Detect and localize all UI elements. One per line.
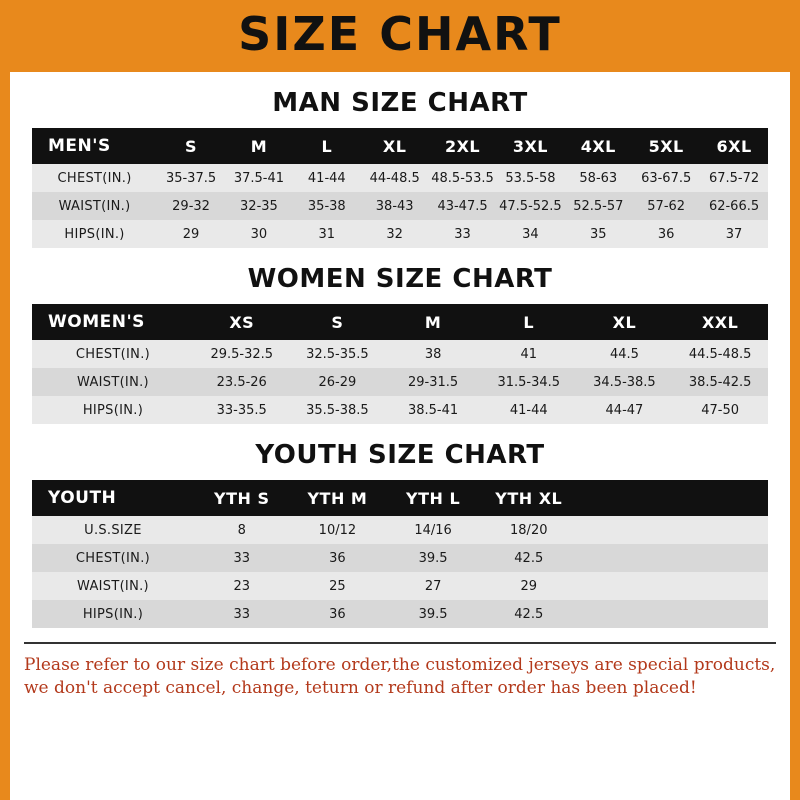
- table-row: [32, 164, 768, 192]
- men-cell-2-5: 34: [496, 220, 564, 248]
- women-cell-2-1: 35.5-38.5: [290, 396, 386, 424]
- men-cell-1-5: 47.5-52.5: [496, 192, 564, 220]
- youth-header-label: YOUTH: [32, 480, 194, 516]
- table-row: [32, 396, 768, 424]
- youth-cell-1-0: 33: [194, 544, 290, 572]
- section-title-youth: YOUTH SIZE CHART: [255, 440, 545, 470]
- men-size-table: [32, 128, 768, 248]
- women-col-2: M: [385, 304, 481, 340]
- women-cell-1-1: 26-29: [290, 368, 386, 396]
- youth-row-0-label: U.S.SIZE: [32, 516, 194, 544]
- men-col-8: 6XL: [700, 128, 768, 164]
- men-cell-2-7: 36: [632, 220, 700, 248]
- men-cell-0-7: 63-67.5: [632, 164, 700, 192]
- youth-col-2: YTH L: [385, 480, 481, 516]
- section-men: [10, 88, 790, 248]
- women-cell-2-5: 47-50: [672, 396, 768, 424]
- women-cell-0-5: 44.5-48.5: [672, 340, 768, 368]
- youth-cell-1-1: 36: [290, 544, 386, 572]
- men-row-0-label: CHEST(IN.): [32, 164, 157, 192]
- page-header-bar: [0, 0, 800, 72]
- youth-cell-0-0: 8: [194, 516, 290, 544]
- men-col-7: 5XL: [632, 128, 700, 164]
- men-cell-2-1: 30: [225, 220, 293, 248]
- youth-cell-2-1: 25: [290, 572, 386, 600]
- men-cell-2-0: 29: [157, 220, 225, 248]
- women-cell-2-0: 33-35.5: [194, 396, 290, 424]
- youth-cell-3-4: [577, 600, 673, 628]
- men-cell-1-0: 29-32: [157, 192, 225, 220]
- women-cell-1-0: 23.5-26: [194, 368, 290, 396]
- men-cell-0-4: 48.5-53.5: [429, 164, 497, 192]
- men-cell-1-7: 57-62: [632, 192, 700, 220]
- section-women: [10, 264, 790, 424]
- women-cell-1-4: 34.5-38.5: [577, 368, 673, 396]
- women-cell-0-3: 41: [481, 340, 577, 368]
- women-col-4: XL: [577, 304, 673, 340]
- men-header-label: MEN'S: [32, 128, 157, 164]
- men-cell-0-0: 35-37.5: [157, 164, 225, 192]
- women-col-3: L: [481, 304, 577, 340]
- men-cell-2-2: 31: [293, 220, 361, 248]
- women-cell-1-5: 38.5-42.5: [672, 368, 768, 396]
- men-cell-0-8: 67.5-72: [700, 164, 768, 192]
- men-cell-1-1: 32-35: [225, 192, 293, 220]
- youth-cell-3-0: 33: [194, 600, 290, 628]
- women-cell-2-4: 44-47: [577, 396, 673, 424]
- section-title-men: MAN SIZE CHART: [272, 88, 528, 118]
- men-col-4: 2XL: [429, 128, 497, 164]
- page-title: SIZE CHART: [238, 7, 562, 61]
- youth-cell-2-2: 27: [385, 572, 481, 600]
- women-cell-0-1: 32.5-35.5: [290, 340, 386, 368]
- table-row: [32, 544, 768, 572]
- youth-cell-0-1: 10/12: [290, 516, 386, 544]
- section-title-women: WOMEN SIZE CHART: [247, 264, 553, 294]
- men-row-1-label: WAIST(IN.): [32, 192, 157, 220]
- youth-cell-2-0: 23: [194, 572, 290, 600]
- men-cell-1-6: 52.5-57: [564, 192, 632, 220]
- youth-cell-0-2: 14/16: [385, 516, 481, 544]
- youth-col-4: [577, 480, 673, 516]
- footer-line-1: Please refer to our size chart before order,the customized jerseys are special products,: [24, 655, 776, 675]
- men-col-0: S: [157, 128, 225, 164]
- men-cell-1-8: 62-66.5: [700, 192, 768, 220]
- men-col-2: L: [293, 128, 361, 164]
- women-cell-2-2: 38.5-41: [385, 396, 481, 424]
- youth-row-1-label: CHEST(IN.): [32, 544, 194, 572]
- youth-cell-1-3: 42.5: [481, 544, 577, 572]
- men-cell-2-4: 33: [429, 220, 497, 248]
- youth-cell-0-4: [577, 516, 673, 544]
- youth-cell-2-4: [577, 572, 673, 600]
- table-row: [32, 516, 768, 544]
- youth-cell-0-3: 18/20: [481, 516, 577, 544]
- youth-size-table: [32, 480, 768, 628]
- youth-cell-1-4: [577, 544, 673, 572]
- women-row-0-label: CHEST(IN.): [32, 340, 194, 368]
- men-cell-2-8: 37: [700, 220, 768, 248]
- table-row: [32, 192, 768, 220]
- table-header-row: [32, 304, 768, 340]
- men-col-6: 4XL: [564, 128, 632, 164]
- youth-cell-1-5: [672, 544, 768, 572]
- men-cell-2-3: 32: [361, 220, 429, 248]
- table-row: [32, 368, 768, 396]
- men-col-1: M: [225, 128, 293, 164]
- youth-col-3: YTH XL: [481, 480, 577, 516]
- youth-cell-3-2: 39.5: [385, 600, 481, 628]
- women-col-0: XS: [194, 304, 290, 340]
- table-row: [32, 220, 768, 248]
- youth-cell-3-1: 36: [290, 600, 386, 628]
- women-cell-1-3: 31.5-34.5: [481, 368, 577, 396]
- men-cell-0-6: 58-63: [564, 164, 632, 192]
- men-cell-1-2: 35-38: [293, 192, 361, 220]
- women-cell-0-4: 44.5: [577, 340, 673, 368]
- youth-cell-3-5: [672, 600, 768, 628]
- men-cell-0-5: 53.5-58: [496, 164, 564, 192]
- men-cell-1-4: 43-47.5: [429, 192, 497, 220]
- table-header-row: [32, 128, 768, 164]
- men-cell-0-1: 37.5-41: [225, 164, 293, 192]
- women-row-2-label: HIPS(IN.): [32, 396, 194, 424]
- women-cell-2-3: 41-44: [481, 396, 577, 424]
- youth-cell-3-3: 42.5: [481, 600, 577, 628]
- men-cell-2-6: 35: [564, 220, 632, 248]
- table-row: [32, 572, 768, 600]
- youth-col-5: [672, 480, 768, 516]
- men-col-3: XL: [361, 128, 429, 164]
- women-col-5: XXL: [672, 304, 768, 340]
- youth-col-0: YTH S: [194, 480, 290, 516]
- youth-cell-2-3: 29: [481, 572, 577, 600]
- footer-disclaimer: [24, 642, 776, 700]
- men-cell-0-2: 41-44: [293, 164, 361, 192]
- women-cell-0-2: 38: [385, 340, 481, 368]
- men-row-2-label: HIPS(IN.): [32, 220, 157, 248]
- youth-row-2-label: WAIST(IN.): [32, 572, 194, 600]
- men-cell-0-3: 44-48.5: [361, 164, 429, 192]
- youth-cell-0-5: [672, 516, 768, 544]
- footer-line-2: we don't accept cancel, change, teturn or refund after order has been placed!: [24, 677, 697, 698]
- table-row: [32, 600, 768, 628]
- women-cell-1-2: 29-31.5: [385, 368, 481, 396]
- women-size-table: [32, 304, 768, 424]
- youth-row-3-label: HIPS(IN.): [32, 600, 194, 628]
- men-col-5: 3XL: [496, 128, 564, 164]
- youth-cell-1-2: 39.5: [385, 544, 481, 572]
- table-row: [32, 340, 768, 368]
- table-header-row: [32, 480, 768, 516]
- youth-cell-2-5: [672, 572, 768, 600]
- men-cell-1-3: 38-43: [361, 192, 429, 220]
- youth-col-1: YTH M: [290, 480, 386, 516]
- section-youth: [10, 440, 790, 628]
- women-col-1: S: [290, 304, 386, 340]
- women-row-1-label: WAIST(IN.): [32, 368, 194, 396]
- women-cell-0-0: 29.5-32.5: [194, 340, 290, 368]
- women-header-label: WOMEN'S: [32, 304, 194, 340]
